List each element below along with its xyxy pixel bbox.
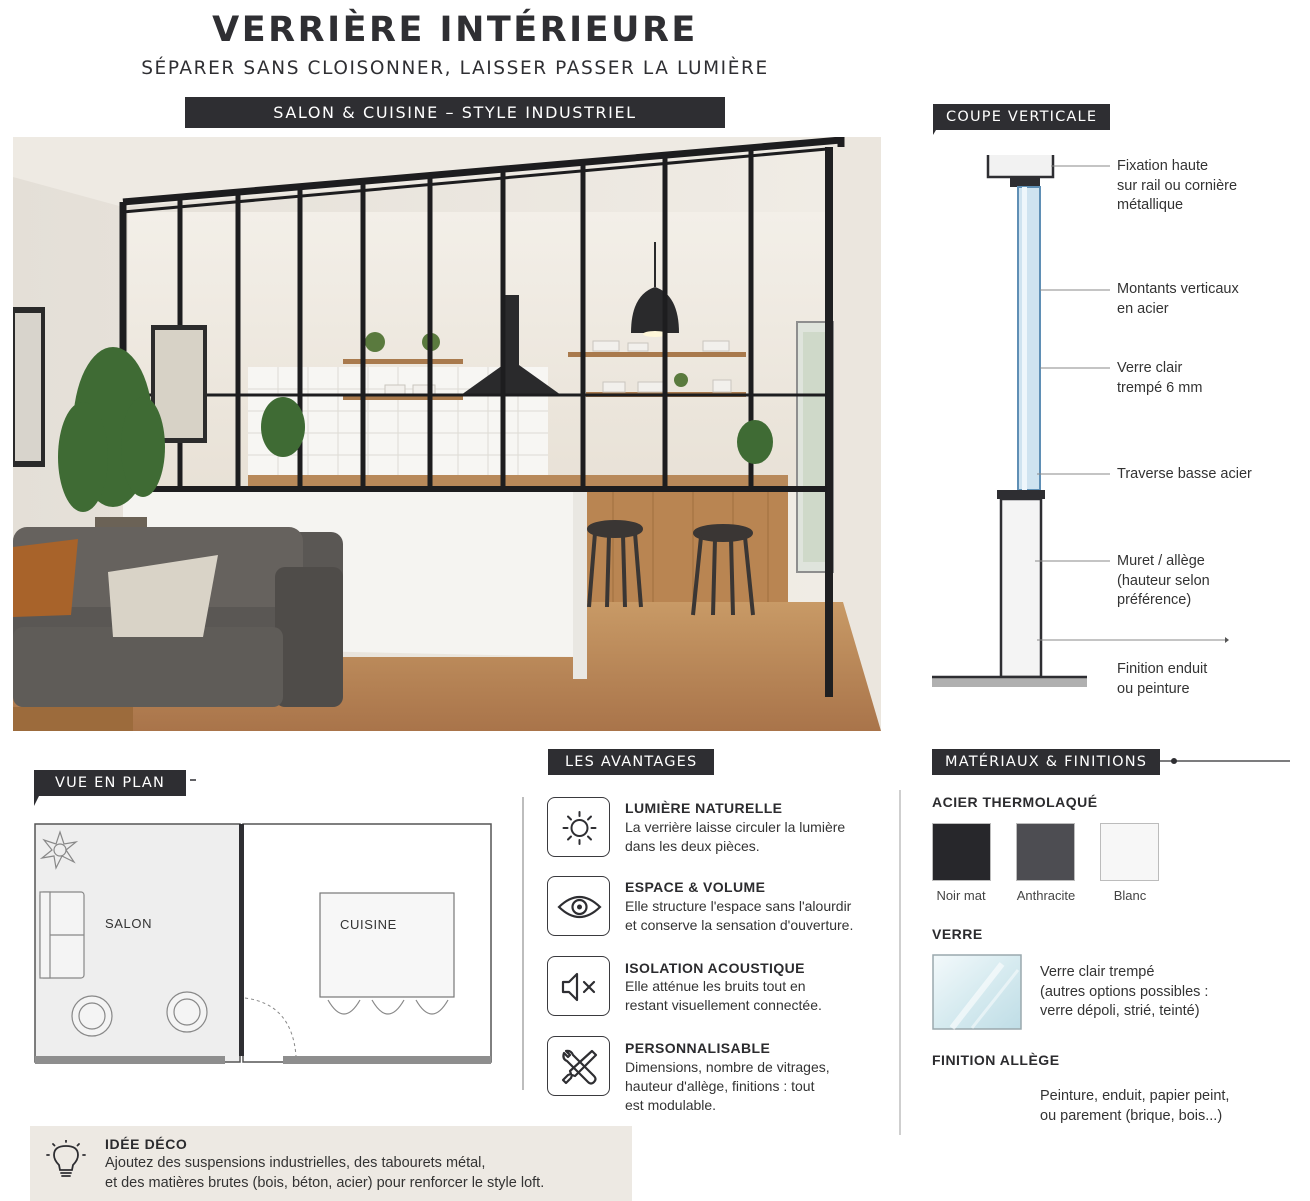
callout-glass: Verre clair trempé 6 mm xyxy=(1117,360,1203,396)
plan-label-salon: SALON xyxy=(105,916,153,931)
swatch-noir-mat xyxy=(932,823,991,881)
plan-label-cuisine: CUISINE xyxy=(340,917,397,932)
advantage-title-acoustic: ISOLATION ACOUSTIQUE xyxy=(625,960,805,976)
advantages-divider xyxy=(522,797,524,1090)
callout-finish: Finition enduit ou peinture xyxy=(1117,661,1208,697)
finish-description: Peinture, enduit, papier peint, ou parement (brique, bois...) xyxy=(1040,1088,1230,1124)
vertical-section-tag: COUPE VERTICALE xyxy=(933,104,1110,130)
swatch-label-anthracite: Anthracite xyxy=(1016,888,1076,903)
plan-view-diagram xyxy=(30,772,500,1072)
sun-icon xyxy=(547,797,610,857)
advantage-title-custom: PERSONNALISABLE xyxy=(625,1040,771,1056)
advantage-text-custom: Dimensions, nombre de vitrages, hauteur d'allège, finitions : tout est modulable. xyxy=(625,1059,830,1113)
swatch-label-blanc: Blanc xyxy=(1113,888,1147,903)
lightbulb-icon xyxy=(46,1140,86,1182)
advantage-text-light: La verrière laisse circuler la lumière dans les deux pièces. xyxy=(625,819,846,854)
glass-title: VERRE xyxy=(932,926,983,942)
materials-tag: MATÉRIAUX & FINITIONS xyxy=(932,749,1160,775)
advantages-tag: LES AVANTAGES xyxy=(548,749,714,775)
materials-tag-rule xyxy=(1160,755,1295,767)
room-illustration xyxy=(13,137,881,731)
finish-title: FINITION ALLÈGE xyxy=(932,1052,1060,1068)
swatch-anthracite xyxy=(1016,823,1075,881)
glass-swatch xyxy=(932,954,1022,1030)
page-title: VERRIÈRE INTÉRIEURE xyxy=(212,10,698,50)
callout-steel-uprights: Montants verticaux en acier xyxy=(1117,281,1239,317)
steel-title: ACIER THERMOLAQUÉ xyxy=(932,794,1098,810)
advantage-title-light: LUMIÈRE NATURELLE xyxy=(625,800,783,816)
swatch-label-noir-mat: Noir mat xyxy=(936,888,986,903)
swatch-blanc xyxy=(1100,823,1159,881)
callout-top-fixation: Fixation haute sur rail ou cornière métallique xyxy=(1117,158,1238,213)
tip-title: IDÉE DÉCO xyxy=(105,1136,188,1152)
advantage-title-space: ESPACE & VOLUME xyxy=(625,879,766,895)
speaker-mute-icon xyxy=(547,956,610,1016)
eye-icon xyxy=(547,876,610,936)
glass-description: Verre clair trempé (autres options possibles : verre dépoli, strié, teinté) xyxy=(1040,964,1209,1019)
plan-view-tag: VUE EN PLAN xyxy=(34,770,186,796)
callout-low-wall: Muret / allège (hauteur selon préférence) xyxy=(1117,553,1210,608)
tip-text: Ajoutez des suspensions industrielles, des tabourets métal, et des matières brutes (bois, béton, acier) pour renforcer le style loft. xyxy=(105,1155,545,1191)
page-subtitle: SÉPARER SANS CLOISONNER, LAISSER PASSER LA LUMIÈRE xyxy=(141,58,769,79)
photo-banner: SALON & CUISINE – STYLE INDUSTRIEL xyxy=(185,97,725,128)
advantage-text-space: Elle structure l'espace sans l'alourdir et conserve la sensation d'ouverture. xyxy=(625,898,854,933)
callout-bottom-rail: Traverse basse acier xyxy=(1117,466,1252,482)
tools-icon xyxy=(547,1036,610,1096)
advantage-text-acoustic: Elle atténue les bruits tout en restant visuellement connectée. xyxy=(625,978,822,1013)
materials-divider xyxy=(899,790,901,1135)
